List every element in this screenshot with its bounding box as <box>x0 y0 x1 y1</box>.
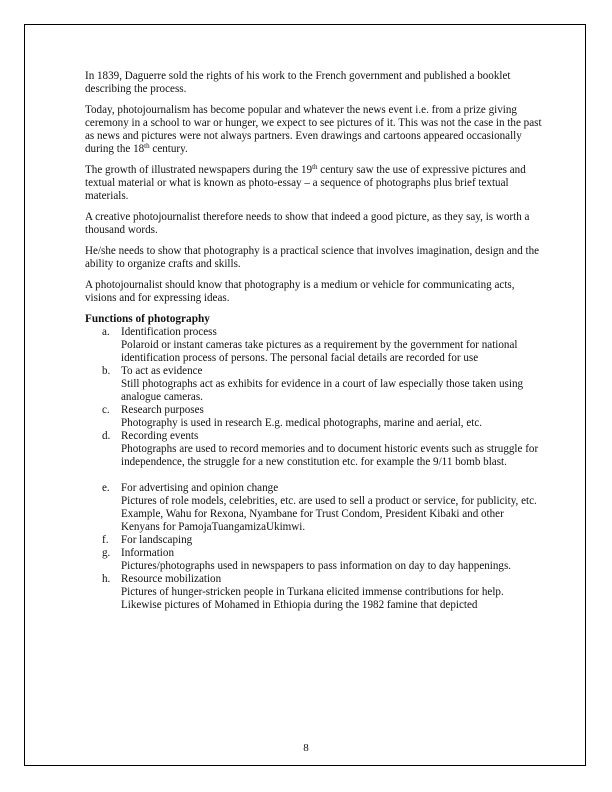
functions-list <box>85 326 545 612</box>
list-item-description: Pictures/photographs used in newspapers to pass information on day to day happenings. <box>121 560 512 572</box>
list-item-description: Photography is used in research E.g. medical photographs, marine and aerial, etc. <box>121 417 483 429</box>
paragraph-text: A photojournalist should know that photography is a medium or vehicle for communicating acts, visions and for expressing ideas. <box>85 279 515 304</box>
list-item-resource-mobilization <box>85 573 545 612</box>
ordinal-suffix: th <box>312 163 318 171</box>
list-marker: h. <box>102 573 111 585</box>
paragraph-text: In 1839, Daguerre sold the rights of his work to the French government and published a booklet describing the process. <box>85 70 511 95</box>
paragraph-creative-photojournalist <box>85 211 545 237</box>
list-item-title: For advertising and opinion change <box>121 482 279 494</box>
page-content <box>85 70 545 612</box>
page-number: 8 <box>303 742 309 754</box>
list-item-recording-events <box>85 430 545 469</box>
paragraph-text: He/she needs to show that photography is a practical science that involves imagination, design and the ability to organize crafts and skills. <box>85 245 540 270</box>
paragraph-text: Today, photojournalism has become popular and whatever the news event i.e. from a prize giving ceremony in a school to war or hunger, we expect to see pictures of it. This was not the case in the past as news and pictures were not always partners. Even drawings and cartoons appeared occasionally during the 18 <box>85 104 542 155</box>
list-item-description: Pictures of hunger-stricken people in Turkana elicited immense contributions for help. Likewise pictures of Mohamed in Ethiopia during the 1982 famine that depicted <box>121 586 504 611</box>
list-item-title: Research purposes <box>121 404 204 416</box>
paragraph-text: A creative photojournalist therefore needs to show that indeed a good picture, as they say, is worth a thousand words. <box>85 211 530 236</box>
list-item-information <box>85 547 545 573</box>
list-item-title: Identification process <box>121 326 217 338</box>
list-item-description: Still photographs act as exhibits for evidence in a court of law especially those taken using analogue cameras. <box>121 378 524 403</box>
list-item-description: Photographs are used to record memories and to document historic events such as struggle for independence, the struggle for a new constitution etc. for example the 9/11 bomb blast. <box>121 443 539 468</box>
list-marker: f. <box>102 534 109 546</box>
list-item-landscaping <box>85 534 545 547</box>
list-item-identification <box>85 326 545 365</box>
list-item-title: Information <box>121 547 174 559</box>
section-heading: Functions of photography <box>85 313 210 325</box>
list-marker: g. <box>102 547 111 559</box>
paragraph-text: The growth of illustrated newspapers during the 19 <box>85 164 313 176</box>
list-marker: d. <box>102 430 111 442</box>
ordinal-suffix: th <box>144 142 150 150</box>
list-item-title: Recording events <box>121 430 199 442</box>
list-item-advertising <box>85 482 545 534</box>
list-item-description: Pictures of role models, celebrities, etc. are used to sell a product or service, for publicity, etc. Example, Wahu for Rexona, Nyambane for Trust Condom, President Kibaki and other Kenyans for PamojaTuangamizaUkimwi. <box>121 495 537 533</box>
list-item-description: Polaroid or instant cameras take pictures as a requirement by the government for national identification process of persons. The personal facial details are recorded for use <box>121 339 518 364</box>
list-marker: a. <box>102 326 110 338</box>
paragraph-text: century. <box>149 143 188 155</box>
list-item-title: Resource mobilization <box>121 573 222 585</box>
paragraph-practical-science <box>85 245 545 271</box>
list-marker: e. <box>102 482 110 494</box>
paragraph-medium-vehicle <box>85 279 545 305</box>
list-item-title: For landscaping <box>121 534 193 546</box>
paragraph-text: century saw the use of expressive pictures and textual material or what is known as photo-essay – a sequence of photographs plus brief textual materials. <box>85 164 526 202</box>
paragraph-photojournalism-today <box>85 104 545 156</box>
list-marker: c. <box>102 404 110 416</box>
list-item-title: To act as evidence <box>121 365 203 377</box>
paragraph-illustrated-newspapers <box>85 164 545 203</box>
list-marker: b. <box>102 365 111 377</box>
list-item-evidence <box>85 365 545 404</box>
paragraph-daguerre <box>85 70 545 96</box>
list-item-research <box>85 404 545 430</box>
